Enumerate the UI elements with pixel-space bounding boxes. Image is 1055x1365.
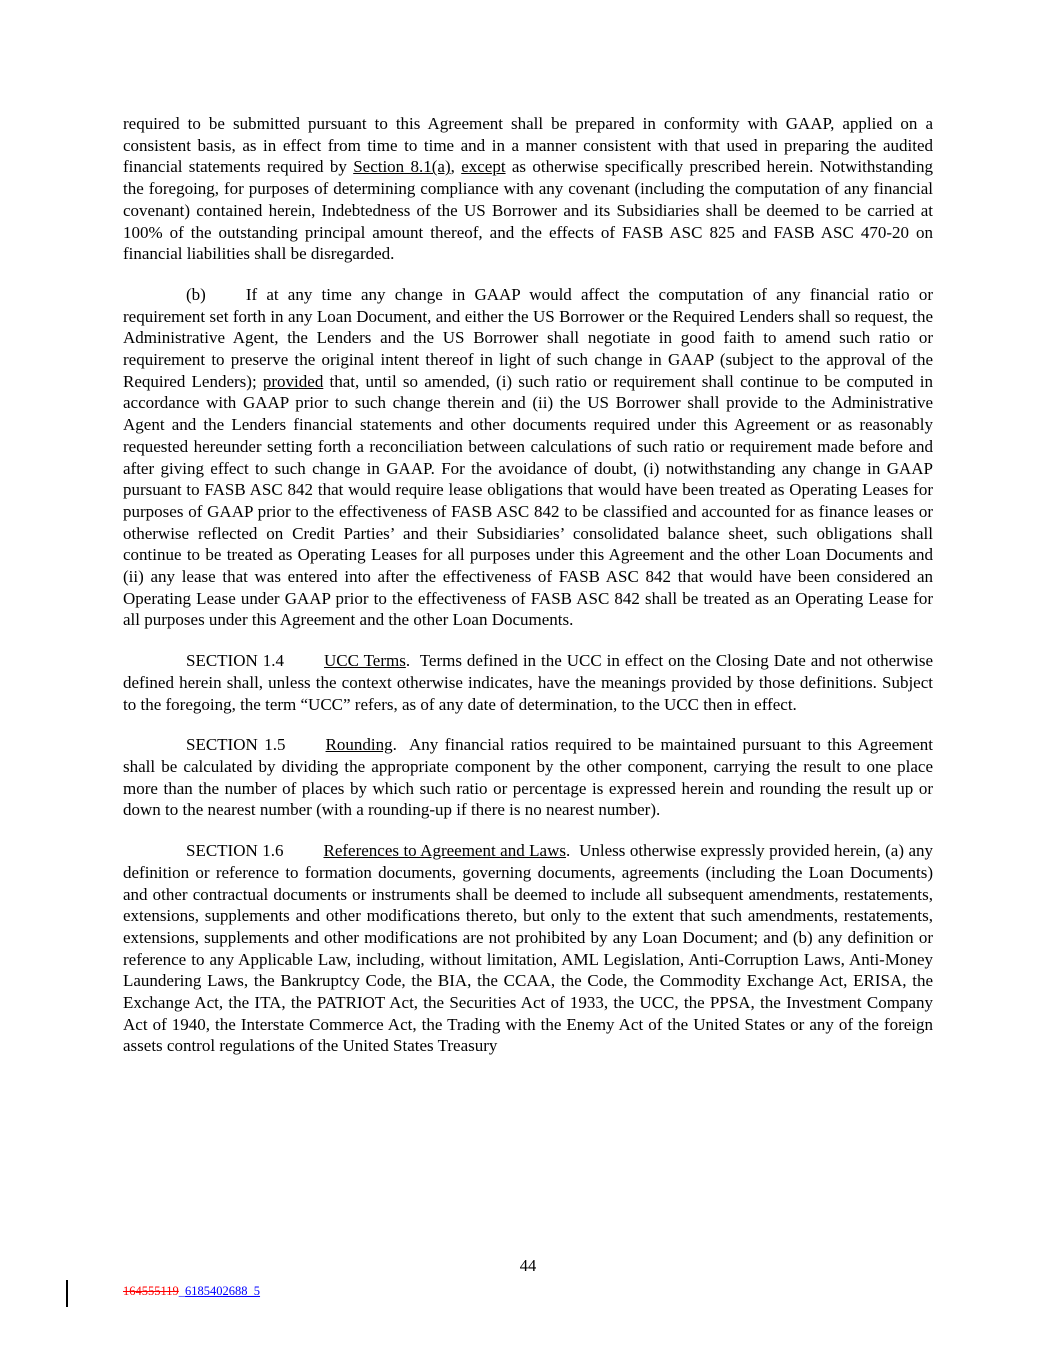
paragraph-gaap-change-b [123,284,933,631]
paragraph-gaap-continuation [123,113,933,265]
paragraph-section-1-4-ucc-terms [123,650,933,715]
page-body-text [123,113,933,1076]
doc-id-deleted: 164555119 [123,1284,179,1298]
doc-id-inserted: 6185402688_5 [185,1284,261,1298]
text-run: (b) [186,284,206,304]
text-run: that, until so amended, (i) such ratio or requirement shall continue to be computed in accordance with GAAP prior to such change therein and (ii) the US Borrower shall provide to the Administrative Agent and the Lenders financial statements and other documents required under this Agreement or as reasonably requested hereunder setting forth a reconciliation between calculations of such ratio or requirement made before and after giving effect to such change in GAAP. For the avoidance of doubt, (i) notwithstanding any change in GAAP pursuant to FASB ASC 842 that would require lease obligations that would have been treated as Operating Leases for purposes of GAAP prior to the effectiveness of FASB ASC 842 to be classified and accounted for as finance leases or otherwise reflected on Credit Parties’ and their Subsidiaries’ consolidated balance sheet, such obligations shall continue to be treated as Operating Leases for all purposes under this Agreement and the other Loan Documents and (ii) any lease that was entered into after the effectiveness of FASB ASC 842 that would have been considered an Operating Lease under GAAP prior to the effectiveness of FASB ASC 842 shall be treated as an Operating Lease for all purposes under this Agreement and the other Loan Documents. [123,371,933,630]
change-bar [66,1280,68,1307]
document-id-footer [123,1284,260,1299]
text-run: If at any time any change in GAAP would affect the computation of any financial ratio or requirement set forth in any Loan Document, and either the US Borrower or the Required Lenders shall so request, the Administrative Agent, the Lenders and the US Borrower shall negotiate in good faith to amend such ratio or requirement to preserve the original intent thereof in light of such change in GAAP (subject to the approval of the Required Lenders); [123,284,933,391]
text-run: as otherwise specifically prescribed herein. Notwithstanding the foregoing, for purposes of determining compliance with any covenant (including the computation of any financial covenant) contained herein, Indebtedness of the US Borrower and its Subsidiaries shall be deemed to be carried at 100% of the outstanding principal amount thereof, and the effects of FASB ASC 825 and FASB ASC 470-20 on financial liabilities shall be disregarded. [123,157,933,264]
text-run: , [450,157,462,177]
text-run: SECTION 1.5 [186,735,286,755]
underlined-text-run: UCC Terms [323,651,406,671]
text-run: . Terms defined in the UCC in effect on the Closing Date and not otherwise defined herein shall, unless the context otherwise indicates, have the meanings provided by those definitions. Subject to the foregoing, the term “UCC” refers, as of any date of determination, to the UCC then in effect. [123,651,934,714]
text-run: . Unless otherwise expressly provided herein, (a) any definition or reference to formation documents, governing documents, agreements (including the Loan Documents) and other contractual documents or instruments shall be deemed to include all subsequent amendments, restatements, extensions, supplements and other modifications thereto, but only to the extent that such amendments, restatements, extensions, supplements and other modifications are not prohibited by any Loan Document; and (b) any definition or reference to any Applicable Law, including, without limitation, AML Legislation, Anti-Corruption Laws, Anti-Money Laundering Laws, the Bankruptcy Code, the BIA, the CCAA, the Code, the Commodity Exchange Act, ERISA, the Exchange Act, the ITA, the PATRIOT Act, the Securities Act of 1933, the UCC, the PPSA, the Investment Company Act of 1940, the Interstate Commerce Act, the Trading with the Enemy Act of the United States or any of the foreign assets control regulations of the United States Treasury [123,841,933,1056]
underlined-text-run: except [461,157,506,177]
underlined-text-run: provided [262,371,324,391]
paragraph-section-1-6-references [123,840,933,1057]
text-run: required to be submitted pursuant to this Agreement shall be prepared in conformity with GAAP, applied on a consistent basis, as in effect from time to time and in a manner consistent with that used in preparing the audited financial statements required by [123,114,933,177]
doc-id-separator: _ [178,1284,186,1298]
underlined-text-run: References to Agreement and Laws [323,841,566,861]
underlined-text-run: Section 8.1(a) [353,157,451,177]
text-run: SECTION 1.6 [186,841,284,861]
text-run: . Any financial ratios required to be maintained pursuant to this Agreement shall be calculated by dividing the appropriate component by the other component, carrying the result to one place more than the number of places by which such ratio or percentage is expressed herein and rounding the result up or down to the nearest number (with a rounding-up if there is no nearest number). [123,735,933,820]
page-number: 44 [519,1256,537,1275]
text-run: SECTION 1.4 [186,651,284,671]
underlined-text-run: Rounding [325,735,393,755]
paragraph-section-1-5-rounding [123,734,933,821]
